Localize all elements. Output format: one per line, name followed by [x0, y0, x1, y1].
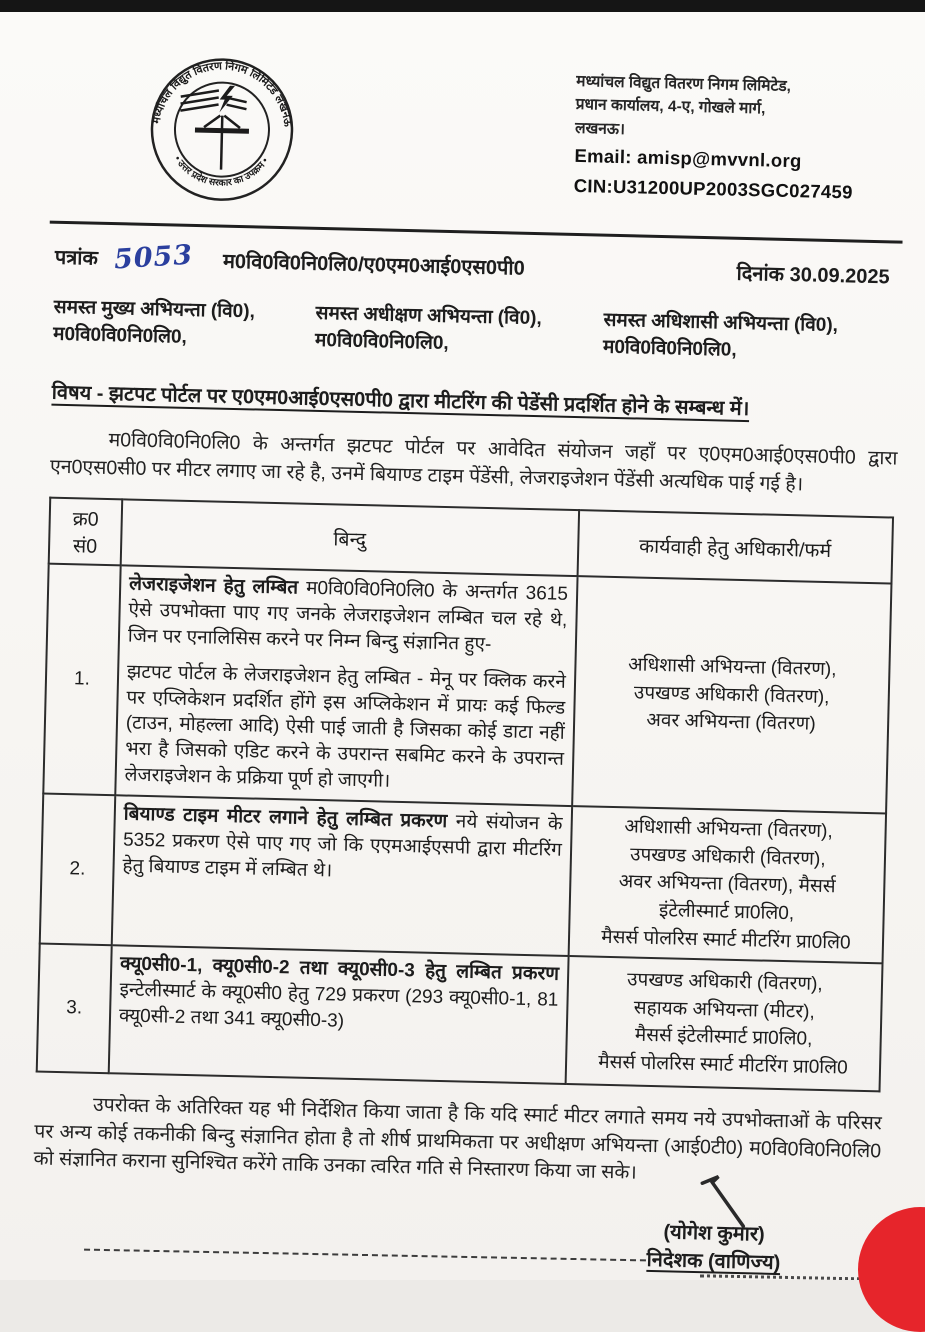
point-lead: लेजराइजेशन हेतु लम्बित	[128, 573, 299, 599]
address-line: लखनऊ।	[574, 119, 626, 138]
point-lead: बियाण्ड टाइम मीटर लगाने हेतु लम्बित प्रकरण	[123, 803, 448, 833]
addressee-line: म0वि0वि0नि0लि0,	[602, 336, 737, 361]
officer-line: मैसर्स पोलरिस स्मार्ट मीटरिंग प्रा0लि0	[600, 926, 851, 954]
row-point-cell	[112, 796, 572, 956]
addressee-line: समस्त मुख्य अभियन्ता (वि0),	[53, 296, 256, 323]
addressee-line: म0वि0वि0नि0लि0,	[52, 323, 188, 348]
officer-line: सहायक अभियन्ता (मीटर),	[633, 997, 815, 1023]
point-text: नये संयोजन के 5352 प्रकरण ऐसे पाए गए जो कि एएमआईएसपी द्वारा मीटरिंग हेतु बियाण्ड टाइम में लम्बित थे।	[122, 811, 563, 882]
header-point: बिन्दु	[121, 500, 579, 577]
row-serial: 3.	[37, 944, 112, 1074]
ref-number-handwritten: 5053	[112, 239, 194, 276]
signature-stroke	[687, 1173, 778, 1235]
seal-emblem-svg	[144, 52, 300, 208]
signatory-designation: निदेशक (वाणिज्य)	[646, 1249, 781, 1275]
closing-paragraph: उपरोक्त के अतिरिक्त यह भी निर्देशित किया जाता है कि यदि स्मार्ट मीटर लगाते समय नये उपभोक्ताओं के परिसर पर अन्य कोई तकनीकी बिन्दु संज्ञानित होता है तो शीर्ष प्राथमिकता पर अधीक्षण अभियन्ता (आई0टी0) म0वि0वि0नि0लि0 को संज्ञानित कराना सुनिश्चित करेंगे ताकि उनका त्वरित गति से निस्तारण किया जा सके।	[33, 1093, 883, 1185]
addressee-line: म0वि0वि0नि0लि0,	[314, 329, 449, 354]
seal-ring-bottom-text: • उत्तर प्रदेश सरकार का उपक्रम •	[171, 154, 271, 189]
table-row	[40, 794, 886, 964]
officer-line: अधिशासी अभियन्ता (वितरण),	[627, 654, 837, 681]
pendency-table	[36, 497, 894, 1092]
addressee-line: समस्त अधिशासी अभियन्ता (वि0),	[603, 309, 839, 337]
officer-line: मैसर्स पोलरिस स्मार्ट मीटरिंग प्रा0लि0	[598, 1051, 848, 1079]
row-officers-cell	[565, 956, 882, 1091]
point-paragraph	[128, 572, 569, 660]
seal-ring-top-text: मध्यांचल विद्युत वितरण निगम लिमिटेड लखनऊ	[150, 60, 294, 128]
ref-label: पत्रांक	[54, 246, 99, 270]
letter-date: दिनांक 30.09.2025	[736, 262, 890, 289]
point-lead: क्यू0सी0-1, क्यू0सी0-2 तथा क्यू0सी0-3 हेतु लम्बित प्रकरण	[119, 953, 560, 985]
letterhead	[56, 38, 907, 227]
officer-line: मैसर्स इंटेलीस्मार्ट प्रा0लि0,	[634, 1024, 813, 1050]
cin-text: CIN:U31200UP2003SGC027459	[573, 174, 853, 202]
row-serial: 1.	[43, 564, 120, 796]
reference-line	[55, 240, 902, 291]
officer-line: उपखण्ड अधिकारी (वितरण),	[626, 969, 823, 995]
addressee-list	[53, 295, 901, 369]
officer-line: अधिशासी अभियन्ता (वितरण),	[624, 816, 833, 843]
officer-line: उपखण्ड अधिकारी (वितरण),	[633, 682, 830, 708]
point-text: म0वि0वि0नि0लि0 के अन्तर्गत 3615 ऐसे उपभोक्ता पाए गए जनके लेजराइजेशन लम्बित चल रहे थे, जिन पर एनालिसिस करने पर निम्न बिन्दु संज्ञानित हुए-	[127, 578, 569, 656]
row-serial: 2.	[40, 794, 115, 945]
power-pole-graphic	[179, 90, 250, 171]
letter-content	[0, 12, 925, 1280]
address-line: मध्यांचल विद्युत वितरण निगम लिमिटेड,	[576, 72, 792, 95]
letterhead-address	[573, 70, 906, 207]
address-line: प्रधान कार्यालय, 4-ए, गोखले मार्ग,	[575, 96, 766, 118]
scan-top-edge	[0, 0, 925, 12]
addressee-chief-engineer	[53, 295, 316, 355]
header-serial-no: क्र0 सं0	[49, 498, 122, 566]
table-row	[37, 944, 883, 1092]
point-text: इन्टेलीस्मार्ट के क्यू0सी0 हेतु 729 प्रकरण (293 क्यू0सी0-1, 81 क्यू0सी-2 तथा 341 क्यू0सी0-3)	[118, 979, 559, 1032]
officer-line: अवर अभियन्ता (वितरण)	[646, 709, 816, 735]
organization-seal	[144, 52, 300, 213]
subject-line: विषय - झटपट पोर्टल पर ए0एम0आई0एस0पी0 द्वारा मीटरिंग की पेडेंसी प्रदर्शित होने के सम्बन्ध में।	[51, 381, 750, 421]
officer-line: इंटेलीस्मार्ट प्रा0लि0,	[658, 900, 795, 925]
point-paragraph	[119, 951, 560, 1039]
signature-block	[568, 1216, 859, 1279]
addressee-executive-engineer	[603, 308, 899, 369]
scanned-letter-page	[0, 12, 925, 1280]
table-row	[43, 564, 891, 814]
header-action-officer: कार्यवाही हेतु अधिकारी/फर्म	[577, 510, 893, 583]
officer-line: अवर अभियन्ता (वितरण), मैसर्स	[618, 871, 836, 898]
signatory-name: (योगेश कुमार)	[663, 1221, 765, 1246]
point-paragraph: झटपट पोर्टल के लेजराइजेशन हेतु लम्बित - मेनू पर क्लिक करने पर एप्लिकेशन प्रदर्शित होंगे इस अप्लिकेशन में प्रायः कई फिल्ड (टाउन, मोहल्ला आदि) ऐसी पाई जाती है जिसका कोई डाटा नहीं भरा है जिसको एडिट करने के उपरान्त सबमिट करने के उपरान्त लेजराइजेशन के प्रक्रिया पूर्ण हो जाएगी।	[124, 661, 567, 792]
addressee-line: समस्त अधीक्षण अभियन्ता (वि0),	[315, 302, 543, 330]
ref-office-code: म0वि0वि0नि0लि0/ए0एम0आई0एस0पी0	[222, 250, 525, 280]
officer-line: उपखण्ड अधिकारी (वितरण),	[629, 844, 826, 870]
row-point-cell	[115, 566, 577, 807]
addressee-superintending-engineer	[315, 301, 604, 362]
row-officers-cell	[568, 806, 886, 963]
row-officers-cell	[572, 576, 892, 813]
email-text: Email: amisp@mvvnl.org	[574, 144, 802, 172]
row-point-cell	[109, 945, 569, 1084]
opening-paragraph: म0वि0वि0नि0लि0 के अन्तर्गत झटपट पोर्टल पर आवेदित संयोजन जहाँ पर ए0एम0आई0एस0पी0 द्वारा एन0एस0सी0 पर मीटर लगाए जा रहे है, उनमें बियाण्ड टाइम पेंडेंसी, लेजराइजेशन पेंडेंसी अत्यधिक पाई गई है।	[49, 428, 898, 496]
point-paragraph	[122, 802, 563, 890]
